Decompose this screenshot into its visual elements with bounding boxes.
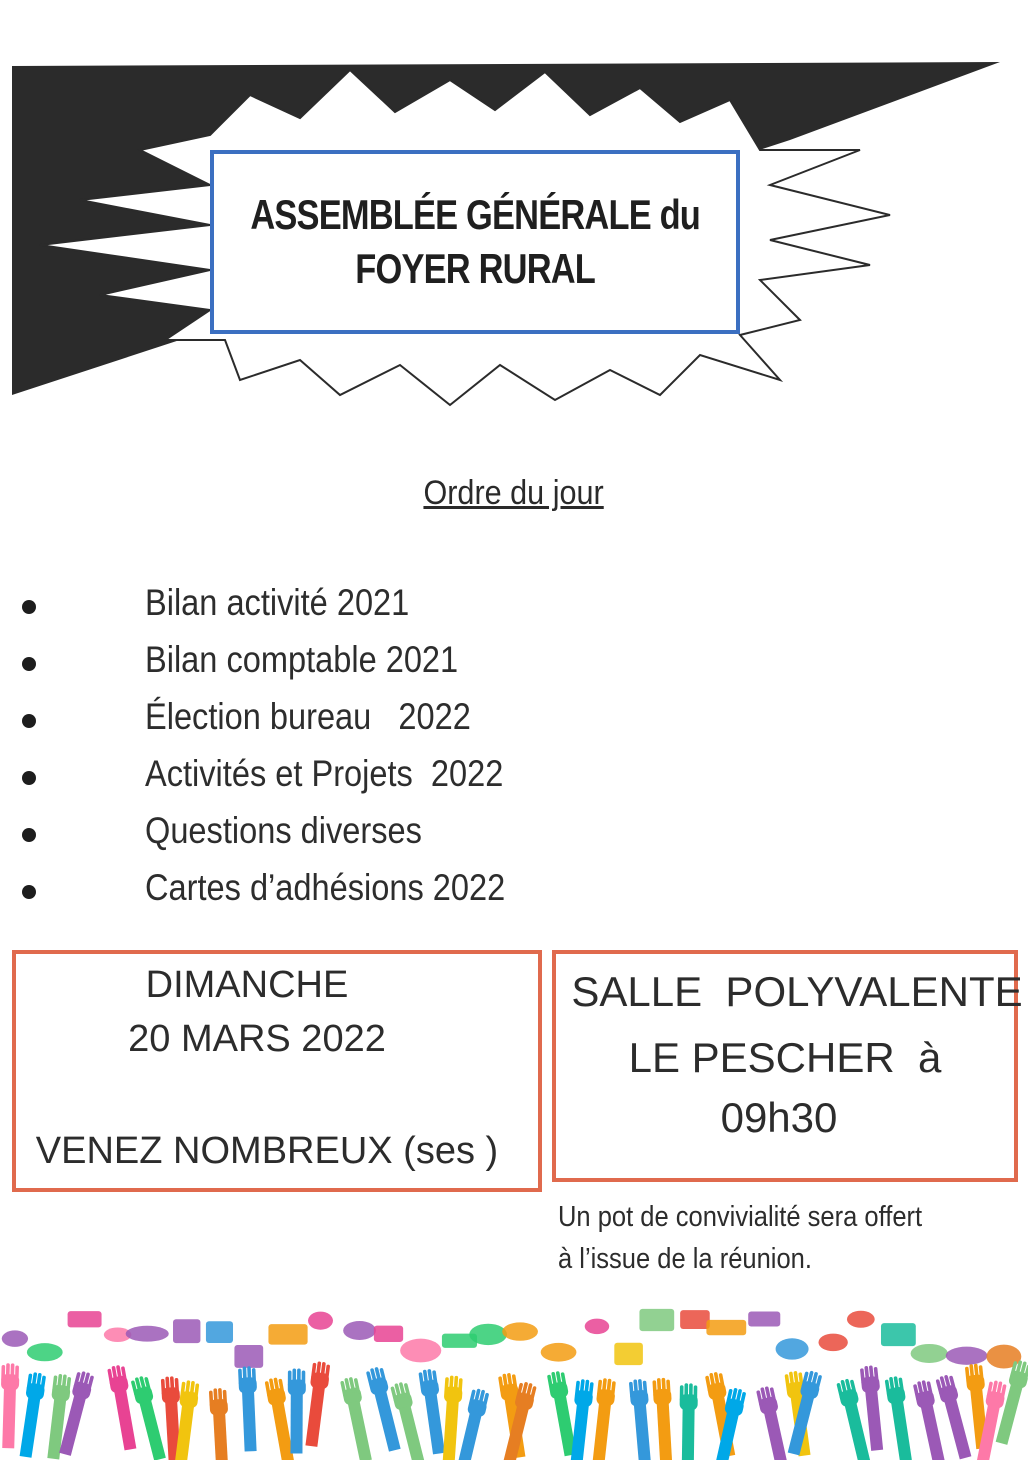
speech-bubble-icon	[173, 1319, 200, 1343]
raised-hand-icon	[418, 1368, 448, 1455]
speech-bubble-icon	[706, 1320, 746, 1335]
speech-bubble-icon	[818, 1334, 847, 1352]
speech-bubble-icon	[541, 1343, 577, 1362]
speech-bubble-icon	[748, 1311, 780, 1326]
raised-hand-icon	[0, 1363, 20, 1448]
raised-hand-icon	[238, 1366, 260, 1452]
date-box	[12, 950, 542, 1192]
speech-bubble-icon	[614, 1343, 643, 1365]
raised-hand-icon	[590, 1378, 617, 1460]
speech-bubble-icon	[343, 1321, 376, 1340]
bullet-icon	[22, 885, 36, 899]
raised-hand-icon	[629, 1379, 654, 1460]
speech-bubble-icon	[206, 1321, 233, 1343]
bullet-icon	[22, 657, 36, 671]
title-box	[210, 150, 740, 334]
venue-time: 09h30	[720, 1094, 838, 1141]
raised-hand-icon	[302, 1361, 331, 1448]
agenda-item-text: Questions diverses	[145, 810, 422, 851]
speech-bubble-icon	[847, 1311, 875, 1328]
speech-bubble-icon	[27, 1343, 63, 1361]
bullet-icon	[22, 771, 36, 785]
bullet-icon	[22, 828, 36, 842]
speech-bubble-icon	[400, 1339, 441, 1363]
speech-bubble-icon	[2, 1330, 28, 1346]
speech-bubble-icon	[776, 1338, 809, 1359]
raised-hands-speech-bubbles-icon	[0, 1300, 1028, 1460]
raised-hand-icon	[107, 1364, 139, 1451]
speech-bubble-icon	[234, 1345, 263, 1368]
speech-bubble-icon	[585, 1319, 609, 1335]
note-line-1: Un pot de convivialité sera offert	[558, 1201, 923, 1233]
speech-bubble-icon	[881, 1323, 916, 1346]
agenda-item-text: Bilan activité 2021	[145, 582, 410, 623]
bullet-icon	[22, 600, 36, 614]
raised-hand-icon	[652, 1377, 675, 1460]
speech-bubble-icon	[911, 1344, 948, 1363]
speech-bubble-icon	[502, 1322, 538, 1340]
bullet-icon	[22, 714, 36, 728]
raised-hand-icon	[679, 1383, 698, 1460]
note-line-2: à l’issue de la réunion.	[558, 1243, 812, 1275]
title-line-2: FOYER RURAL	[355, 245, 595, 292]
speech-bubble-icon	[68, 1311, 102, 1327]
venue-place: LE PESCHER à	[628, 1034, 942, 1081]
raised-hand-icon	[17, 1371, 47, 1458]
raised-hand-icon	[209, 1388, 232, 1460]
date-value: 20 MARS 2022	[128, 1018, 386, 1060]
title-line-1: ASSEMBLÉE GÉNÉRALE du	[250, 191, 700, 238]
call-to-action: VENEZ NOMBREUX (ses )	[35, 1130, 499, 1172]
agenda-item-text: Cartes d’adhésions 2022	[145, 867, 506, 908]
raised-hand-icon	[884, 1375, 914, 1460]
venue-box	[552, 950, 1023, 1182]
speech-bubble-icon	[946, 1347, 988, 1365]
speech-bubble-icon	[639, 1309, 674, 1331]
speech-bubble-icon	[374, 1326, 403, 1342]
reception-note	[558, 1196, 922, 1280]
speech-bubble-icon	[680, 1310, 710, 1329]
speech-bubble-icon	[469, 1324, 507, 1345]
speech-bubble-icon	[268, 1324, 307, 1345]
venue-name: SALLE POLYVALENTE	[571, 968, 1023, 1015]
speech-bubble-icon	[126, 1326, 169, 1342]
agenda-item-text: Activités et Projets 2022	[145, 753, 504, 794]
date-day: DIMANCHE	[145, 964, 349, 1006]
speech-bubble-icon	[308, 1312, 333, 1330]
agenda-heading: Ordre du jour	[423, 474, 604, 512]
agenda-item-text: Bilan comptable 2021	[145, 639, 459, 680]
raised-hand-icon	[340, 1376, 375, 1460]
agenda-item-text: Élection bureau 2022	[145, 696, 471, 737]
raised-hand-icon	[756, 1385, 792, 1460]
